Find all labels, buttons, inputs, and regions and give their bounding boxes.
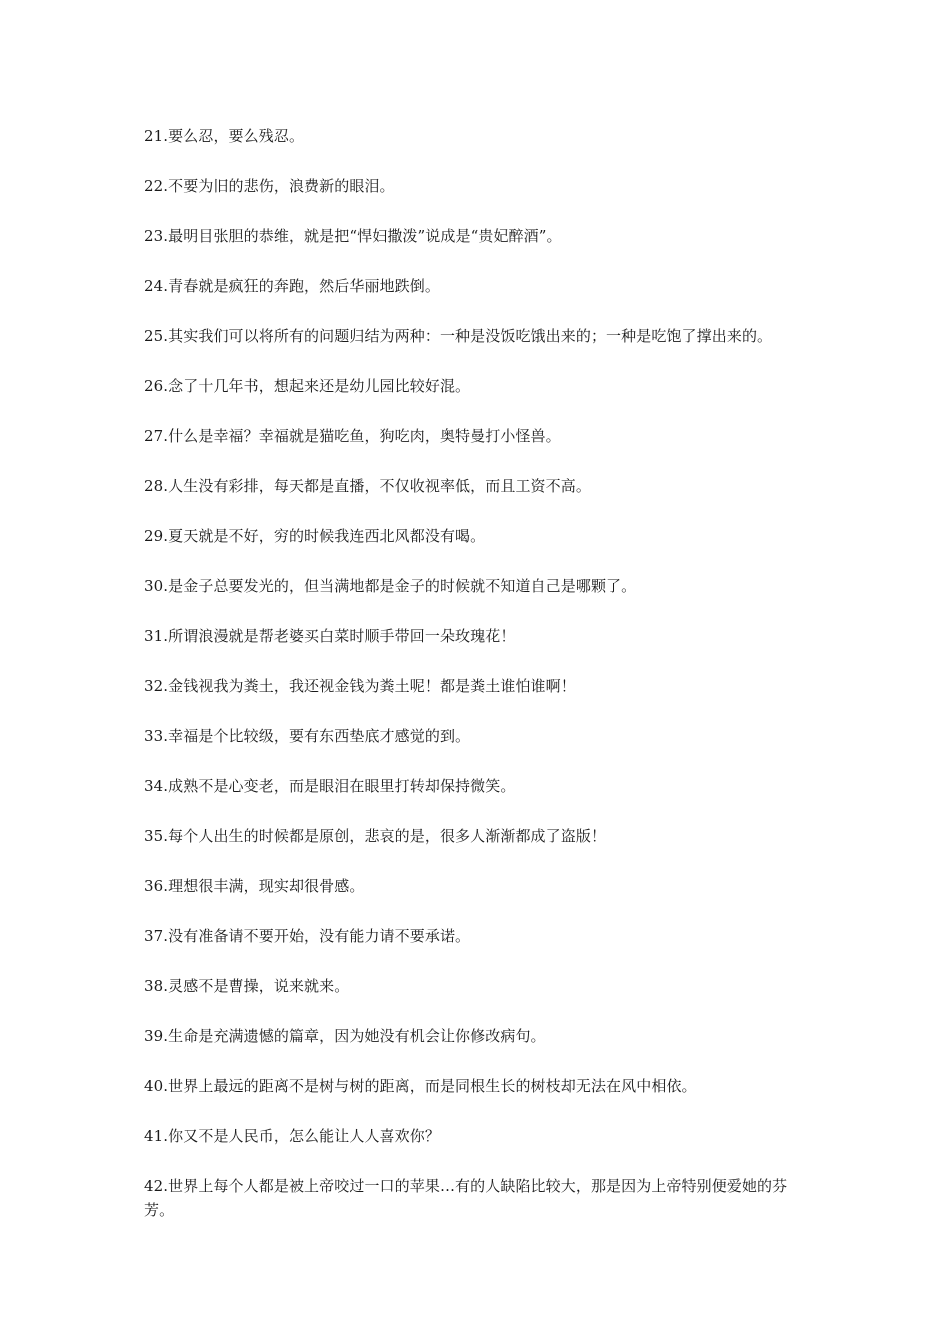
list-item: 22.不要为旧的悲伤，浪费新的眼泪。 bbox=[144, 177, 395, 195]
list-item: 40.世界上最远的距离不是树与树的距离，而是同根生长的树枝却无法在风中相依。 bbox=[144, 1077, 697, 1095]
list-item: 28.人生没有彩排，每天都是直播，不仅收视率低，而且工资不高。 bbox=[144, 477, 591, 495]
list-item: 32.金钱视我为粪土，我还视金钱为粪土呢！都是粪土谁怕谁啊！ bbox=[144, 677, 576, 695]
list-item: 41.你又不是人民币，怎么能让人人喜欢你？ bbox=[144, 1127, 440, 1145]
quote-list bbox=[144, 124, 814, 1248]
list-item: 27.什么是幸福？幸福就是猫吃鱼，狗吃肉，奥特曼打小怪兽。 bbox=[144, 427, 561, 445]
list-item: 36.理想很丰满，现实却很骨感。 bbox=[144, 877, 365, 895]
list-item: 30.是金子总要发光的，但当满地都是金子的时候就不知道自己是哪颗了。 bbox=[144, 577, 637, 595]
list-item: 35.每个人出生的时候都是原创，悲哀的是，很多人渐渐都成了盗版！ bbox=[144, 827, 607, 845]
list-item: 31.所谓浪漫就是帮老婆买白菜时顺手带回一朵玫瑰花！ bbox=[144, 627, 516, 645]
list-item: 25.其实我们可以将所有的问题归结为两种：一种是没饭吃饿出来的；一种是吃饱了撑出来的。 bbox=[144, 327, 773, 345]
list-item: 42.世界上每个人都是被上帝咬过一口的苹果…有的人缺陷比较大，那是因为上帝特别便爱她的芬芳。 bbox=[144, 1177, 788, 1219]
list-item: 39.生命是充满遗憾的篇章，因为她没有机会让你修改病句。 bbox=[144, 1027, 546, 1045]
list-item: 26.念了十几年书，想起来还是幼儿园比较好混。 bbox=[144, 377, 471, 395]
list-item: 24.青春就是疯狂的奔跑，然后华丽地跌倒。 bbox=[144, 277, 440, 295]
list-item: 34.成熟不是心变老，而是眼泪在眼里打转却保持微笑。 bbox=[144, 777, 516, 795]
list-item: 29.夏天就是不好，穷的时候我连西北风都没有喝。 bbox=[144, 527, 486, 545]
list-item: 21.要么忍，要么残忍。 bbox=[144, 127, 305, 145]
list-item: 37.没有准备请不要开始，没有能力请不要承诺。 bbox=[144, 927, 471, 945]
list-item: 33.幸福是个比较级，要有东西垫底才感觉的到。 bbox=[144, 727, 471, 745]
list-item: 23.最明目张胆的恭维，就是把“悍妇撒泼”说成是“贵妃醉酒”。 bbox=[144, 227, 562, 245]
list-item: 38.灵感不是曹操，说来就来。 bbox=[144, 977, 350, 995]
